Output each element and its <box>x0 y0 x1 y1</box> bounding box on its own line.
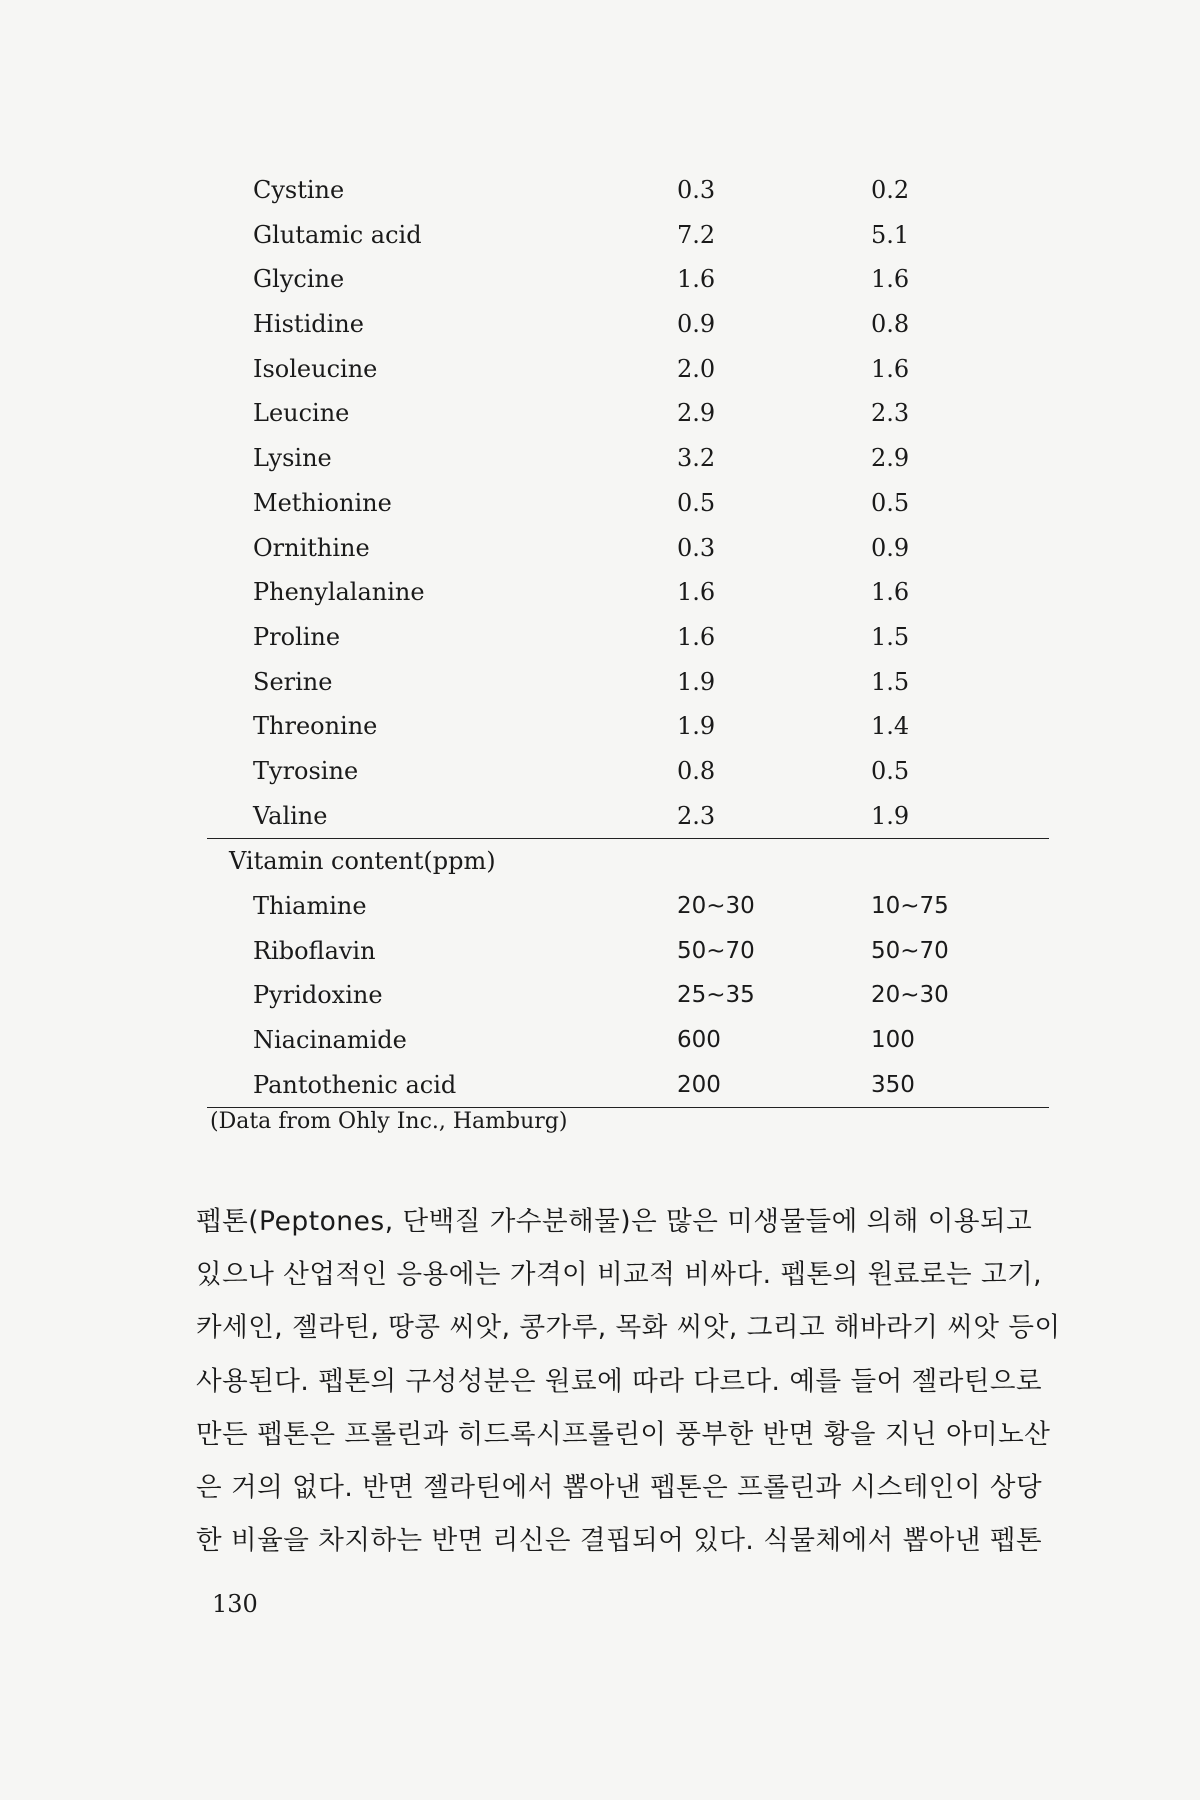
row-name: Threonine <box>253 712 378 741</box>
table-row <box>207 1018 1049 1063</box>
table-row <box>207 436 1049 481</box>
table-row <box>207 526 1049 571</box>
row-value-1: 0.9 <box>677 310 716 339</box>
row-name: Pantothenic acid <box>253 1070 457 1099</box>
source-note: (Data from Ohly Inc., Hamburg) <box>210 1109 568 1134</box>
row-name: Tyrosine <box>253 756 359 785</box>
row-name: Pyridoxine <box>253 981 383 1010</box>
row-name: Proline <box>253 622 341 651</box>
table-row <box>207 257 1049 302</box>
row-value-2: 20~30 <box>871 982 949 1009</box>
row-value-2: 1.6 <box>871 578 910 607</box>
body-line: 펩톤(Peptones, 단백질 가수분해물)은 많은 미생물들에 의해 이용되고 <box>196 1206 1033 1237</box>
row-value-1: 2.3 <box>677 801 716 830</box>
row-value-2: 0.5 <box>871 488 910 517</box>
row-name: Valine <box>253 801 328 830</box>
body-line: 만든 펩톤은 프롤린과 히드록시프롤린이 풍부한 반면 황을 지닌 아미노산 <box>196 1418 1051 1450</box>
row-value-1: 0.8 <box>677 756 716 785</box>
row-value-1: 1.9 <box>677 712 716 741</box>
body-line: 은 거의 없다. 반면 젤라틴에서 뽑아낸 펩톤은 프롤린과 시스테인이 상당 <box>196 1472 1043 1504</box>
table-row <box>207 570 1049 615</box>
row-value-1: 20~30 <box>677 893 755 919</box>
vitamin-section-heading: Vitamin content(ppm) <box>229 847 496 876</box>
row-value-2: 1.5 <box>871 622 910 651</box>
row-value-1: 1.9 <box>677 667 716 696</box>
table-row <box>207 884 1049 929</box>
row-name: Ornithine <box>253 533 370 562</box>
row-value-2: 0.9 <box>871 533 910 562</box>
row-value-2: 5.1 <box>871 220 910 249</box>
table-row <box>207 704 1049 749</box>
row-name: Leucine <box>253 399 350 428</box>
row-name: Lysine <box>253 444 332 473</box>
table-row <box>207 391 1049 436</box>
row-value-1: 2.0 <box>677 354 716 383</box>
row-name: Isoleucine <box>253 354 378 383</box>
table-row <box>207 168 1049 213</box>
row-value-2: 1.6 <box>871 354 910 383</box>
composition-table <box>207 168 1049 1108</box>
row-name: Riboflavin <box>253 936 376 965</box>
row-name: Cystine <box>253 176 345 204</box>
row-value-1: 200 <box>677 1071 721 1098</box>
vitamin-rows <box>207 884 1049 1107</box>
row-value-1: 1.6 <box>677 578 716 607</box>
row-value-2: 0.2 <box>871 176 910 204</box>
row-value-1: 7.2 <box>677 220 716 249</box>
row-name: Methionine <box>253 488 392 517</box>
row-value-2: 2.9 <box>871 444 910 473</box>
row-name: Serine <box>253 667 333 696</box>
row-name: Glutamic acid <box>253 220 422 249</box>
table-row <box>207 347 1049 392</box>
row-value-1: 3.2 <box>677 444 716 473</box>
table-row <box>207 213 1049 258</box>
body-line: 한 비율을 차지하는 반면 리신은 결핍되어 있다. 식물체에서 뽑아낸 펩톤 <box>196 1525 1043 1557</box>
row-name: Niacinamide <box>253 1026 407 1055</box>
row-value-1: 0.3 <box>677 533 716 562</box>
row-name: Thiamine <box>253 892 367 920</box>
table-row <box>207 660 1049 705</box>
table-row <box>207 929 1049 974</box>
body-line: 카세인, 젤라틴, 땅콩 씨앗, 콩가루, 목화 씨앗, 그리고 해바라기 씨앗 등이 <box>196 1312 1061 1344</box>
row-value-2: 1.9 <box>871 801 910 830</box>
row-value-2: 350 <box>871 1071 915 1098</box>
table-row <box>207 615 1049 660</box>
table-row <box>207 302 1049 347</box>
table-row <box>207 481 1049 526</box>
row-value-2: 100 <box>871 1027 915 1054</box>
row-value-1: 1.6 <box>677 622 716 651</box>
row-value-1: 2.9 <box>677 399 716 428</box>
table-row <box>207 973 1049 1018</box>
body-line: 있으나 산업적인 응용에는 가격이 비교적 비싸다. 펩톤의 원료로는 고기, <box>196 1259 1043 1291</box>
row-value-1: 0.3 <box>677 176 716 204</box>
row-value-1: 600 <box>677 1027 721 1054</box>
row-value-1: 1.6 <box>677 265 716 294</box>
body-paragraph <box>196 1195 1076 1567</box>
row-value-2: 1.5 <box>871 667 910 696</box>
body-line: 사용된다. 펩톤의 구성성분은 원료에 따라 다르다. 예를 들어 젤라틴으로 <box>196 1365 1043 1397</box>
row-value-1: 0.5 <box>677 488 716 517</box>
row-name: Glycine <box>253 265 345 294</box>
row-value-2: 2.3 <box>871 399 910 428</box>
row-value-2: 1.4 <box>871 712 910 741</box>
row-value-2: 0.5 <box>871 756 910 785</box>
table-row <box>207 794 1049 839</box>
row-name: Histidine <box>253 310 364 339</box>
table-row <box>207 749 1049 794</box>
row-value-1: 25~35 <box>677 982 755 1009</box>
row-value-2: 0.8 <box>871 310 910 339</box>
amino-acid-rows <box>207 168 1049 838</box>
row-value-1: 50~70 <box>677 937 755 964</box>
row-value-2: 10~75 <box>871 893 949 919</box>
row-name: Phenylalanine <box>253 578 425 607</box>
row-value-2: 50~70 <box>871 937 949 964</box>
table-row <box>207 1063 1049 1108</box>
row-value-2: 1.6 <box>871 265 910 294</box>
page-number: 130 <box>212 1590 258 1618</box>
